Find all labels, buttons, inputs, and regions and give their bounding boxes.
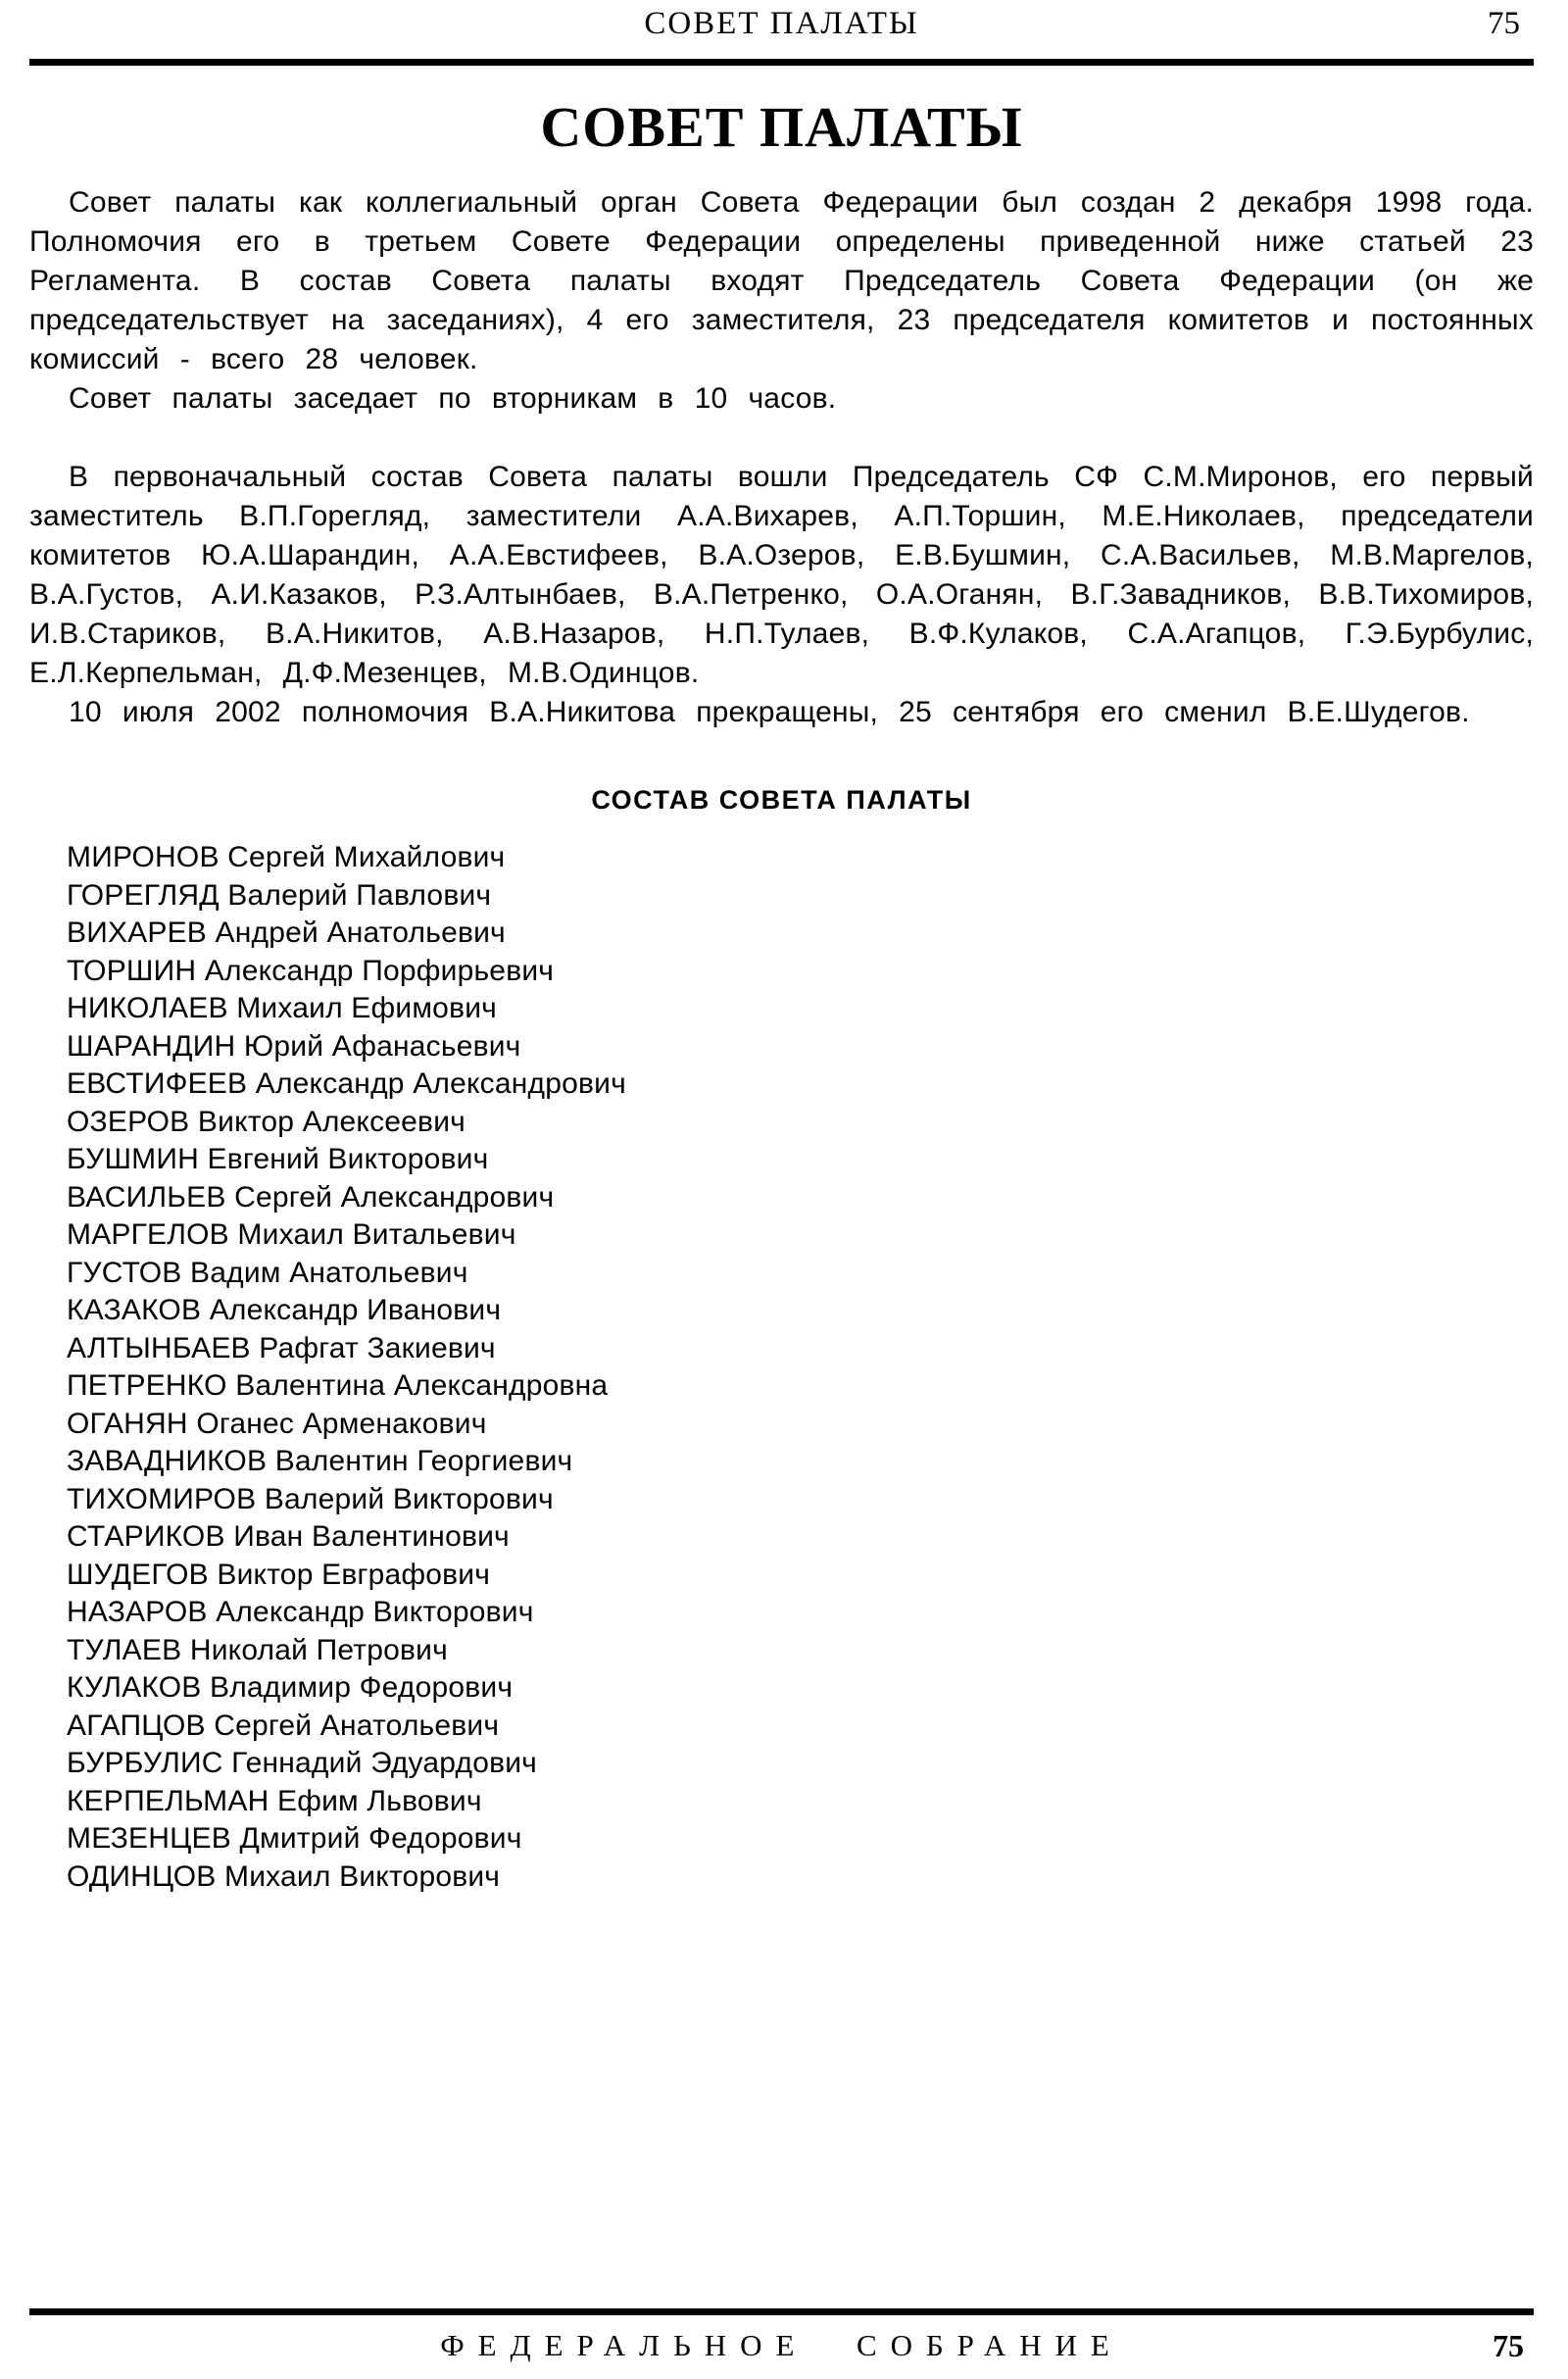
list-item: ОГАНЯН Оганес Арменакович [67,1407,487,1440]
body-text [29,183,1534,732]
list-item: НИКОЛАЕВ Михаил Ефимович [67,992,497,1024]
footer-line [29,2328,1534,2371]
list-item: АГАПЦОВ Сергей Анатольевич [67,1709,500,1742]
members-list [67,839,1534,1896]
list-item: ЗАВАДНИКОВ Валентин Георгиевич [67,1445,573,1477]
list-item: ТОРШИН Александр Порфирьевич [67,954,555,987]
list-item: ГУСТОВ Вадим Анатольевич [67,1256,468,1289]
list-item: ТУЛАЕВ Николай Петрович [67,1633,448,1666]
list-item: НАЗАРОВ Александр Викторович [67,1596,534,1628]
section-heading: СОСТАВ СОВЕТА ПАЛАТЫ [591,785,972,815]
running-head-page-number: 75 [1488,6,1520,41]
list-item: ТИХОМИРОВ Валерий Викторович [67,1482,554,1515]
list-item: ОДИНЦОВ Михаил Викторович [67,1859,501,1893]
list-item: КАЗАКОВ Александр Иванович [67,1294,502,1326]
running-head-title: СОВЕТ ПАЛАТЫ [644,6,919,41]
footer-edition-label: ФЕДЕРАЛЬНОЕ СОБРАНИЕ [440,2328,1123,2362]
list-item: КЕРПЕЛЬМАН Ефим Львович [67,1784,482,1817]
footer-rule [29,2308,1534,2315]
header-rule [29,59,1534,66]
list-item: БУРБУЛИС Геннадий Эдуардович [67,1747,538,1779]
paragraph-schedule: Совет палаты заседает по вторникам в 10 часов. [69,382,837,415]
list-item: СТАРИКОВ Иван Валентинович [67,1520,510,1553]
paragraph-initial-composition: В первоначальный состав Совета палаты вошли Председатель СФ С.М.Миронов, его первый заместитель В.П.Горегляд, заместители А.А.Вихарев, А.П.Торшин, М.Е.Николаев, председатели комитетов Ю.А.Шарандин, А.А.Евстифеев, В.А.Озеров, Е.В.Бушмин, С.А.Васильев, М.В.Маргелов, В.А.Густов, А.И.Казаков, Р.З.Алтынбаев, В.А.Петренко, О.А.Оганян, В.Г.Завадников, В.В.Тихомиров, И.В.Стариков, В.А.Никитов, А.В.Назаров, Н.П.Тулаев, В.Ф.Кулаков, С.А.Агапцов, Г.Э.Бурбулис, Е.Л.Керпельман, Д.Ф.Мезенцев, М.В.Одинцов. [29,461,1534,689]
paragraph-membership-change: 10 июля 2002 полномочия В.А.Никитова прекращены, 25 сентября его сменил В.Е.Шудегов. [69,696,1470,728]
list-item: МАРГЕЛОВ Михаил Витальевич [67,1218,516,1251]
running-head [29,6,1534,49]
list-item: ВИХАРЕВ Андрей Анатольевич [67,917,506,949]
page-title: СОВЕТ ПАЛАТЫ [540,95,1023,159]
list-item: ВАСИЛЬЕВ Сергей Александрович [67,1180,555,1214]
list-item: ОЗЕРОВ Виктор Алексеевич [67,1105,466,1138]
list-item: БУШМИН Евгений Викторович [67,1143,489,1175]
list-item: ШАРАНДИН Юрий Афанасьевич [67,1029,521,1063]
list-item: МЕЗЕНЦЕВ Дмитрий Федорович [67,1822,522,1855]
list-item: МИРОНОВ Сергей Михайлович [67,841,506,873]
page-footer [29,2308,1534,2371]
list-item: ШУДЕГОВ Виктор Евграфович [67,1558,491,1591]
paragraph-creation: Совет палаты как коллегиальный орган Совета Федерации был создан 2 декабря 1998 года. Полномочия его в третьем Совете Федерации определены приведенной ниже статьей 23 Регламента. В состав Совета палаты входят Председатель Совета Федерации (он же председательствует на заседаниях), 4 его заместителя, 23 председателя комитетов и постоянных комиссий - всего 28 человек. [29,186,1534,375]
list-item: ПЕТРЕНКО Валентина Александровна [67,1369,609,1402]
list-item: ЕВСТИФЕЕВ Александр Александрович [67,1067,626,1100]
footer-page-number: 75 [1493,2328,1524,2363]
list-item: КУЛАКОВ Владимир Федорович [67,1671,514,1704]
list-item: ГОРЕГЛЯД Валерий Павлович [67,878,492,912]
list-item: АЛТЫНБАЕВ Рафгат Закиевич [67,1331,496,1364]
